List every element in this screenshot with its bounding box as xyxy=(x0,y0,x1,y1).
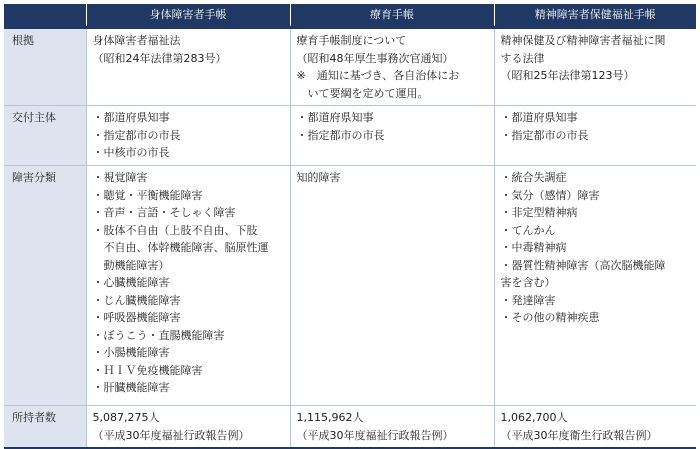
row-legal-basis xyxy=(4,28,696,106)
cell-holders-rehabilitation xyxy=(290,406,494,449)
cell-line: ・発達障害 xyxy=(500,293,556,307)
cell-line: ・心臓機能障害 xyxy=(92,276,170,289)
cell-line: ・指定都市の市長 xyxy=(92,128,181,142)
cell-line: ・肢体不自由（上肢不自由、下肢 xyxy=(92,223,258,237)
row-label-holder-count: 所持者数 xyxy=(4,406,86,449)
cell-line: （昭和24年法律第283号） xyxy=(92,51,227,65)
cell-line: ・ぼうこう・直腸機能障害 xyxy=(92,328,225,342)
header-mental-disability-handbook: 精神障害者保健福祉手帳 xyxy=(494,4,696,28)
cell-line: 害を含む） xyxy=(500,276,556,289)
cell-line: ※ 通知に基づき、各自治体にお xyxy=(296,69,460,82)
cell-classification-rehabilitation xyxy=(290,166,494,406)
row-label-issuing-authority: 交付主体 xyxy=(4,106,86,166)
cell-line: ・中毒精神病 xyxy=(500,241,567,254)
cell-line: ・視覚障害 xyxy=(92,171,148,184)
cell-line: ・中核市の市長 xyxy=(92,146,170,159)
cell-line: ・都道府県知事 xyxy=(296,111,374,124)
row-holder-count xyxy=(4,406,696,449)
cell-line: ・じん臓機能障害 xyxy=(92,293,181,307)
cell-line: ・統合失調症 xyxy=(500,171,567,184)
cell-line: 精神保健及び精神障害者福祉に関 xyxy=(500,34,666,47)
cell-issuing-physical xyxy=(86,106,290,166)
cell-line: （平成30年度福祉行政報告例） xyxy=(92,428,250,442)
cell-line: ・ＨＩＶ免疫機能障害 xyxy=(92,363,203,377)
cell-line: （平成30年度福祉行政報告例） xyxy=(296,428,454,442)
cell-line: いて要綱を定めて運用。 xyxy=(307,86,429,100)
handbook-comparison-table xyxy=(4,4,696,449)
cell-line: ・指定都市の市長 xyxy=(296,128,385,142)
cell-line: ・呼吸器機能障害 xyxy=(92,311,181,324)
cell-line: ・都道府県知事 xyxy=(500,111,578,124)
cell-line: 療育手帳制度について xyxy=(296,34,407,47)
cell-line: ・小腸機能障害 xyxy=(92,346,170,359)
cell-classification-physical xyxy=(86,166,290,406)
cell-line: ・聴覚・平衡機能障害 xyxy=(92,188,203,202)
cell-line: ・指定都市の市長 xyxy=(500,128,589,142)
cell-line: する法律 xyxy=(500,51,545,65)
cell-holders-physical xyxy=(86,406,290,449)
cell-classification-mental xyxy=(494,166,696,406)
cell-line: ・てんかん xyxy=(500,223,556,237)
row-issuing-authority xyxy=(4,106,696,166)
cell-line: 5,087,275人 xyxy=(92,411,160,424)
header-physical-disability-handbook: 身体障害者手帳 xyxy=(86,4,290,28)
cell-legal-basis-mental xyxy=(494,28,696,106)
cell-issuing-rehabilitation xyxy=(290,106,494,166)
row-label-disability-classification: 障害分類 xyxy=(4,166,86,406)
header-row xyxy=(4,4,696,28)
cell-line: （平成30年度衛生行政報告例） xyxy=(500,428,658,442)
cell-line: ・非定型精神病 xyxy=(500,206,578,219)
cell-line: ・音声・言語・そしゃく障害 xyxy=(92,206,236,219)
cell-line: 不自由、体幹機能障害、脳原性運 xyxy=(103,241,269,254)
cell-line: 1,062,700人 xyxy=(500,411,568,424)
cell-line: 1,115,962人 xyxy=(296,411,364,424)
cell-line: ・肝臓機能障害 xyxy=(92,381,170,394)
cell-line: ・気分（感情）障害 xyxy=(500,188,600,202)
cell-line: 身体障害者福祉法 xyxy=(92,34,181,47)
cell-line: ・その他の精神疾患 xyxy=(500,311,600,324)
cell-line: 動機能障害） xyxy=(103,258,170,272)
cell-legal-basis-physical xyxy=(86,28,290,106)
cell-line: （昭和25年法律第123号） xyxy=(500,69,635,82)
cell-legal-basis-rehabilitation xyxy=(290,28,494,106)
cell-issuing-mental xyxy=(494,106,696,166)
cell-line: 知的障害 xyxy=(296,171,341,184)
cell-line: （昭和48年厚生事務次官通知） xyxy=(296,51,454,65)
header-corner-cell xyxy=(4,4,86,28)
row-label-legal-basis: 根拠 xyxy=(4,28,86,106)
cell-line: ・都道府県知事 xyxy=(92,111,170,124)
header-rehabilitation-handbook: 療育手帳 xyxy=(290,4,494,28)
cell-line: ・器質性精神障害（高次脳機能障 xyxy=(500,258,666,272)
cell-holders-mental xyxy=(494,406,696,449)
row-disability-classification xyxy=(4,166,696,406)
